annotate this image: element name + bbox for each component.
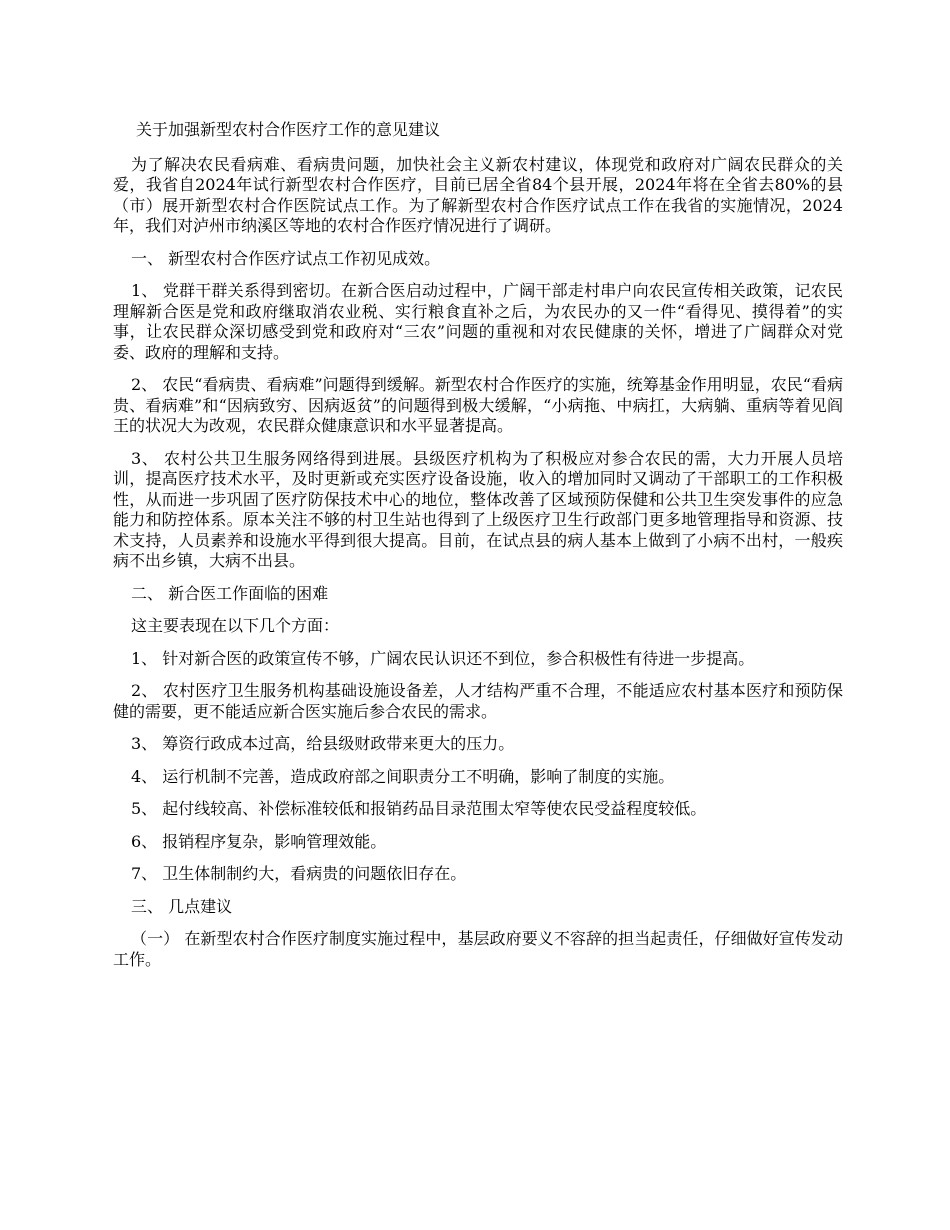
section-heading-1: 一、 新型农村合作医疗试点工作初见成效。 — [131, 248, 441, 268]
paragraph-difficulty-3: 3、 筹资行政成本过高，给县级财政带来更大的压力。 — [131, 734, 515, 753]
paragraph-difficulty-5: 5、 起付线较高、补偿标准较低和报销药品目录范围太窄等使农民受益程度较低。 — [131, 799, 707, 818]
paragraph-achievement-1: 1、 党群干群关系得到密切。在新合医启动过程中，广阔干部走村串户向农民宣传相关政策，记农民理解新合医是党和政府继取消农业税、实行粮食直补之后，为农民办的又一件“看得见、摸得着”的实事，让农民群众深切感受到党和政府对“三农”问题的重视和对农民健康的关怀，增进了广阔群众对党委、政府的理解和支持。 — [113, 281, 843, 362]
paragraph-achievement-3: 3、 农村公共卫生服务网络得到进展。县级医疗机构为了积极应对参合农民的需，大力开展人员培训，提高医疗技术水平，及时更新或充实医疗设备设施，收入的增加同时又调动了干部职工的工作积极性，从而进一步巩固了医疗防保技术中心的地位，整体改善了区域预防保健和公共卫生突发事件的应急能力和防控体系。原本关注不够的村卫生站也得到了上级医疗卫生行政部门更多地管理指导和资源、技术支持，人员素养和设施水平得到很大提高。目前，在试点县的病人基本上做到了小病不出村，一般疾病不出乡镇，大病不出县。 — [113, 448, 843, 570]
paragraph-difficulty-1: 1、 针对新合医的政策宣传不够，广阔农民认识还不到位，参合积极性有待进一步提高。 — [131, 648, 755, 668]
paragraph-achievement-2: 2、 农民“看病贵、看病难”问题得到缓解。新型农村合作医疗的实施，统筹基金作用明显，农民“看病贵、看病难”和“因病致穷、因病返贫”的问题得到极大缓解，“小病拖、中病扛，大病躺、重病等着见阎王的状况大为改观，农民群众健康意识和水平显著提高。 — [113, 375, 843, 435]
paragraph-difficulty-2: 2、 农村医疗卫生服务机构基础设施设备差，人才结构严重不合理，不能适应农村基本医疗和预防保健的需要，更不能适应新合医实施后参合农民的需求。 — [113, 681, 843, 721]
paragraph-suggestion-1: （一） 在新型农村合作医疗制度实施过程中，基层政府要义不容辞的担当起责任，仔细做好宣传发动工作。 — [113, 929, 843, 969]
section-heading-3: 三、 几点建议 — [131, 896, 233, 916]
paragraph-difficulty-7: 7、 卫生体制制约大，看病贵的问题依旧存在。 — [131, 864, 467, 883]
document-title: 关于加强新型农村合作医疗工作的意见建议 — [136, 120, 441, 139]
section-heading-2: 二、 新合医工作面临的困难 — [131, 583, 329, 603]
paragraph-difficulty-6: 6、 报销程序复杂，影响管理效能。 — [131, 831, 387, 851]
paragraph-difficulties-intro: 这主要表现在以下几个方面： — [131, 616, 340, 635]
paragraph-difficulty-4: 4、 运行机制不完善，造成政府部之间职责分工不明确，影响了制度的实施。 — [131, 766, 675, 786]
document-page — [113, 120, 843, 982]
intro-paragraph: 为了解决农民看病难、看病贵问题，加快社会主义新农村建议，体现党和政府对广阔农民群众的关爱，我省自2024年试行新型农村合作医疗，目前已居全省84个县开展，2024年将在全省去80%的县（市）展开新型农村合作医院试点工作。为了解新型农村合作医疗试点工作在我省的实施情况，2024年，我们对泸州市纳溪区等地的农村合作医疗情况进行了调研。 — [113, 154, 843, 235]
